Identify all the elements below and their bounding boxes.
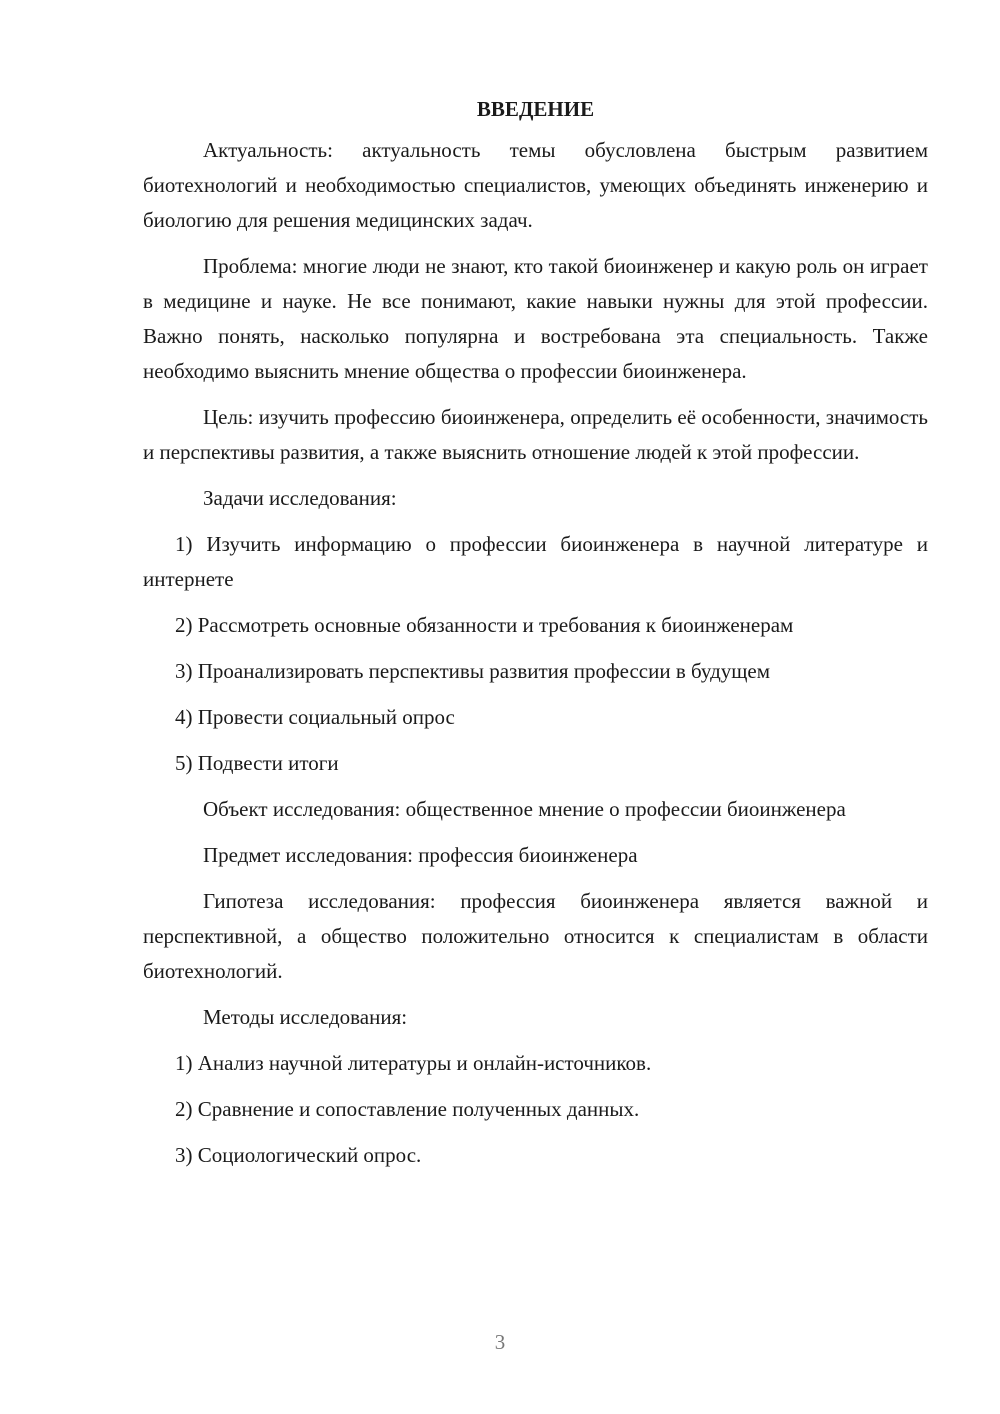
methods-label: Методы исследования: [203,1005,408,1029]
method-item-1: 1) Анализ научной литературы и онлайн-источников. [175,1051,652,1075]
problem-paragraph: Проблема: многие люди не знают, кто такой биоинженер и какую роль он играет в медицине и науке. Не все понимают, какие навыки нужны для этой профессии. Важно понять, насколько популярна и востребована эта специальность. Также необходимо выяснить мнение общества о профессии биоинженера. [143,254,928,383]
task-item-4: 4) Провести социальный опрос [175,705,455,729]
task-item-5: 5) Подвести итоги [175,751,339,775]
hypothesis-paragraph: Гипотеза исследования: профессия биоинженера является важной и перспективной, а общество положительно относится к специалистам в области биотехнологий. [143,889,928,983]
task-item-3: 3) Проанализировать перспективы развития профессии в будущем [175,659,771,683]
goal-paragraph: Цель: изучить профессию биоинженера, определить её особенности, значимость и перспективы развития, а также выяснить отношение людей к этой профессии. [143,405,928,464]
subject-paragraph: Предмет исследования: профессия биоинженера [203,843,638,867]
relevance-paragraph: Актуальность: актуальность темы обусловлена быстрым развитием биотехнологий и необходимостью специалистов, умеющих объединять инженерию и биологию для решения медицинских задач. [143,138,928,232]
method-item-3: 3) Социологический опрос. [175,1143,422,1167]
task-item-2: 2) Рассмотреть основные обязанности и требования к биоинженерам [175,613,794,637]
object-paragraph: Объект исследования: общественное мнение о профессии биоинженера [203,797,846,821]
page-number: 3 [494,1330,506,1354]
method-item-2: 2) Сравнение и сопоставление полученных данных. [175,1097,640,1121]
tasks-label: Задачи исследования: [203,486,397,510]
task-item-1: 1) Изучить информацию о профессии биоинженера в научной литературе и интернете [143,532,928,591]
page-title: ВВЕДЕНИЕ [476,97,595,121]
document-page [143,92,928,1184]
